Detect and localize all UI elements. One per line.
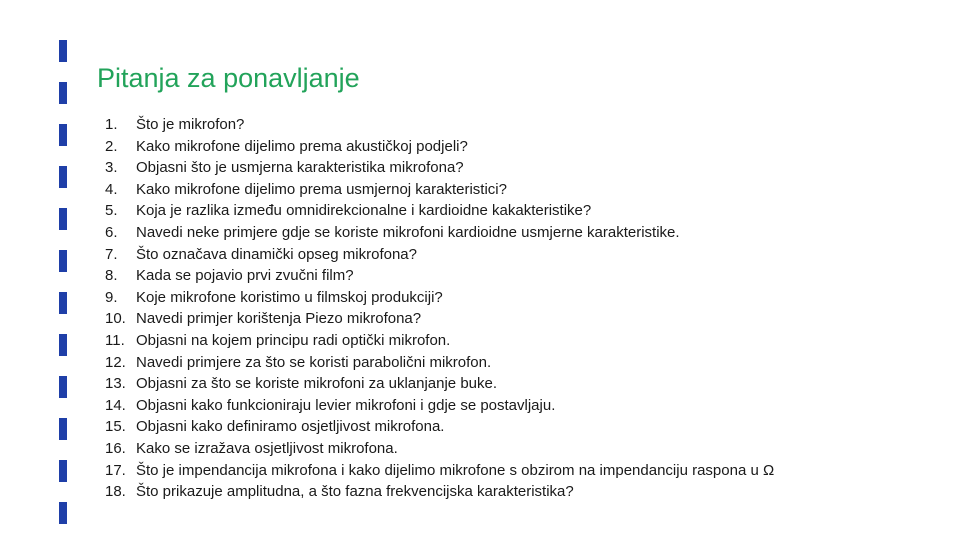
- question-text: Kada se pojavio prvi zvučni film?: [136, 267, 354, 285]
- question-text: Objasni kako definiramo osjetljivost mikrofona.: [136, 418, 445, 436]
- question-number: 18.: [105, 483, 126, 501]
- question-list: [105, 114, 905, 503]
- question-number: 2.: [105, 137, 118, 155]
- question-text: Što označava dinamički opseg mikrofona?: [136, 245, 417, 263]
- question-item: [105, 352, 905, 374]
- question-text: Kako mikrofone dijelimo prema usmjernoj karakteristici?: [136, 180, 507, 198]
- question-text: Što prikazuje amplitudna, a što fazna frekvencijska karakteristika?: [136, 483, 574, 501]
- question-item: [105, 244, 905, 266]
- question-text: Objasni kako funkcioniraju levier mikrofoni i gdje se postavljaju.: [136, 396, 556, 414]
- question-number: 1.: [105, 116, 118, 133]
- question-number: 9.: [105, 288, 118, 306]
- question-number: 14.: [105, 396, 126, 414]
- question-text: Objasni za što se koriste mikrofoni za uklanjanje buke.: [136, 375, 498, 393]
- question-text: Koje mikrofone koristimo u filmskoj produkciji?: [136, 288, 443, 306]
- question-item: [105, 157, 905, 179]
- question-number: 15.: [105, 418, 126, 436]
- question-text: Navedi neke primjere gdje se koriste mikrofoni kardioidne usmjerne karakteristike.: [136, 223, 680, 241]
- question-text: Što je mikrofon?: [136, 116, 245, 133]
- question-number: 12.: [105, 353, 126, 371]
- question-item: [105, 395, 905, 417]
- question-number: 5.: [105, 202, 118, 220]
- question-item: [105, 373, 905, 395]
- question-number: 13.: [105, 375, 126, 393]
- question-item: [105, 438, 905, 460]
- question-item: [105, 460, 905, 482]
- question-text: Koja je razlika između omnidirekcionalne i kardioidne kakakteristike?: [136, 202, 592, 220]
- question-number: 4.: [105, 180, 118, 198]
- question-item: [105, 330, 905, 352]
- question-text: Što je impendancija mikrofona i kako dijelimo mikrofone s obzirom na impendanciju raspona u Ω: [136, 461, 775, 479]
- question-number: 7.: [105, 245, 118, 263]
- question-number: 8.: [105, 267, 118, 285]
- question-text: Kako mikrofone dijelimo prema akustičkoj podjeli?: [136, 137, 468, 155]
- question-item: [105, 481, 905, 503]
- question-number: 17.: [105, 461, 126, 479]
- question-number: 11.: [105, 331, 125, 349]
- question-text: Kako se izražava osjetljivost mikrofona.: [136, 439, 398, 457]
- question-item: [105, 114, 905, 136]
- question-item: [105, 416, 905, 438]
- question-item: [105, 200, 905, 222]
- question-item: [105, 287, 905, 309]
- question-text: Objasni na kojem principu radi optički mikrofon.: [136, 331, 451, 349]
- question-item: [105, 265, 905, 287]
- question-item: [105, 308, 905, 330]
- question-number: 3.: [105, 159, 118, 177]
- question-text: Navedi primjere za što se koristi parabolični mikrofon.: [136, 353, 492, 371]
- question-number: 6.: [105, 223, 118, 241]
- question-item: [105, 136, 905, 158]
- accent-bar: [59, 40, 67, 530]
- question-text: Navedi primjer korištenja Piezo mikrofona?: [136, 310, 422, 328]
- question-item: [105, 222, 905, 244]
- question-number: 16.: [105, 439, 126, 457]
- question-number: 10.: [105, 310, 126, 328]
- question-item: [105, 179, 905, 201]
- question-text: Objasni što je usmjerna karakteristika mikrofona?: [136, 159, 464, 177]
- slide-title: Pitanja za ponavljanje: [97, 63, 360, 93]
